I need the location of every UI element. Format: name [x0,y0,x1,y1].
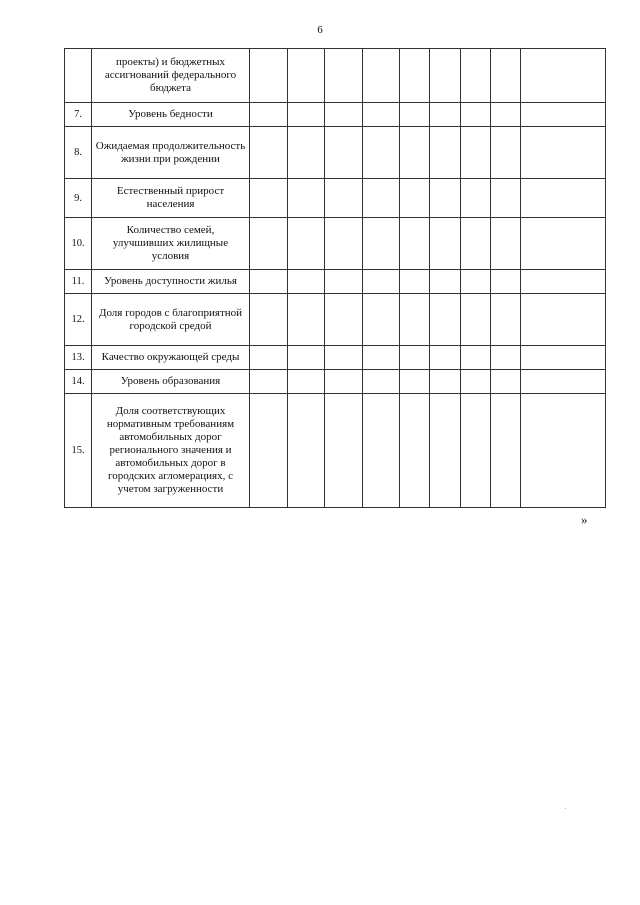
value-cell [430,394,461,508]
value-cell [491,346,521,370]
value-cell [521,49,606,103]
value-cell [400,346,430,370]
value-cell [521,179,606,218]
indicator-name: Уровень доступности жилья [92,270,250,294]
value-cell [325,218,363,270]
value-cell [288,127,325,179]
value-cell [400,370,430,394]
value-cell [430,103,461,127]
value-cell [491,370,521,394]
value-cell [288,294,325,346]
table-row [65,294,606,346]
scan-speck [565,808,566,809]
value-cell [430,270,461,294]
value-cell [461,294,491,346]
value-cell [491,127,521,179]
value-cell [430,346,461,370]
value-cell [521,103,606,127]
value-cell [461,49,491,103]
value-cell [461,103,491,127]
row-number [65,49,92,103]
indicator-name: Количество семей, улучшивших жилищные условия [92,218,250,270]
value-cell [521,270,606,294]
value-cell [491,103,521,127]
value-cell [430,370,461,394]
table-row [65,270,606,294]
value-cell [363,127,400,179]
value-cell [430,179,461,218]
value-cell [325,127,363,179]
value-cell [288,49,325,103]
value-cell [325,49,363,103]
value-cell [325,103,363,127]
value-cell [461,218,491,270]
value-cell [325,294,363,346]
value-cell [400,294,430,346]
indicator-name: Ожидаемая продолжительность жизни при рождении [92,127,250,179]
value-cell [325,370,363,394]
row-number: 11. [65,270,92,294]
value-cell [400,218,430,270]
page-number: 6 [317,24,323,36]
value-cell [400,103,430,127]
table-row [65,346,606,370]
value-cell [491,49,521,103]
indicator-name: Качество окружающей среды [92,346,250,370]
indicators-table [64,48,606,508]
indicator-name: проекты) и бюджетных ассигнований федерального бюджета [92,49,250,103]
value-cell [363,49,400,103]
value-cell [363,270,400,294]
value-cell [288,370,325,394]
indicator-name: Уровень бедности [92,103,250,127]
value-cell [521,218,606,270]
value-cell [461,179,491,218]
value-cell [400,394,430,508]
table-row [65,127,606,179]
value-cell [430,218,461,270]
value-cell [400,49,430,103]
row-number: 15. [65,394,92,508]
value-cell [461,270,491,294]
value-cell [430,127,461,179]
value-cell [250,127,288,179]
value-cell [250,346,288,370]
value-cell [363,218,400,270]
closing-quote: » [581,512,588,527]
indicator-name: Доля городов с благоприятной городской средой [92,294,250,346]
table-row [65,370,606,394]
value-cell [461,346,491,370]
value-cell [288,346,325,370]
value-cell [363,394,400,508]
value-cell [430,49,461,103]
value-cell [288,103,325,127]
row-number: 10. [65,218,92,270]
indicator-name: Уровень образования [92,370,250,394]
indicator-name: Доля соответствующих нормативным требованиям автомобильных дорог регионального значения и автомобильных дорог в городских агломерациях, с учетом загруженности [92,394,250,508]
row-number: 12. [65,294,92,346]
value-cell [250,218,288,270]
value-cell [491,179,521,218]
value-cell [363,103,400,127]
row-number: 7. [65,103,92,127]
row-number: 8. [65,127,92,179]
value-cell [521,127,606,179]
table-row [65,179,606,218]
value-cell [521,394,606,508]
value-cell [521,294,606,346]
value-cell [400,270,430,294]
row-number: 13. [65,346,92,370]
value-cell [288,179,325,218]
value-cell [250,179,288,218]
value-cell [363,370,400,394]
value-cell [521,370,606,394]
value-cell [325,394,363,508]
row-number: 14. [65,370,92,394]
value-cell [250,294,288,346]
value-cell [325,270,363,294]
value-cell [430,294,461,346]
row-number: 9. [65,179,92,218]
value-cell [461,127,491,179]
value-cell [491,294,521,346]
value-cell [521,346,606,370]
value-cell [288,270,325,294]
value-cell [491,270,521,294]
value-cell [461,370,491,394]
value-cell [400,179,430,218]
value-cell [288,394,325,508]
value-cell [491,218,521,270]
value-cell [288,218,325,270]
table-row [65,49,606,103]
value-cell [363,179,400,218]
value-cell [250,394,288,508]
value-cell [250,370,288,394]
table-row [65,218,606,270]
table-row [65,394,606,508]
value-cell [250,103,288,127]
table-row [65,103,606,127]
value-cell [400,127,430,179]
value-cell [325,346,363,370]
value-cell [363,346,400,370]
value-cell [325,179,363,218]
value-cell [491,394,521,508]
value-cell [461,394,491,508]
indicator-name: Естественный прирост населения [92,179,250,218]
value-cell [250,49,288,103]
value-cell [363,294,400,346]
value-cell [250,270,288,294]
